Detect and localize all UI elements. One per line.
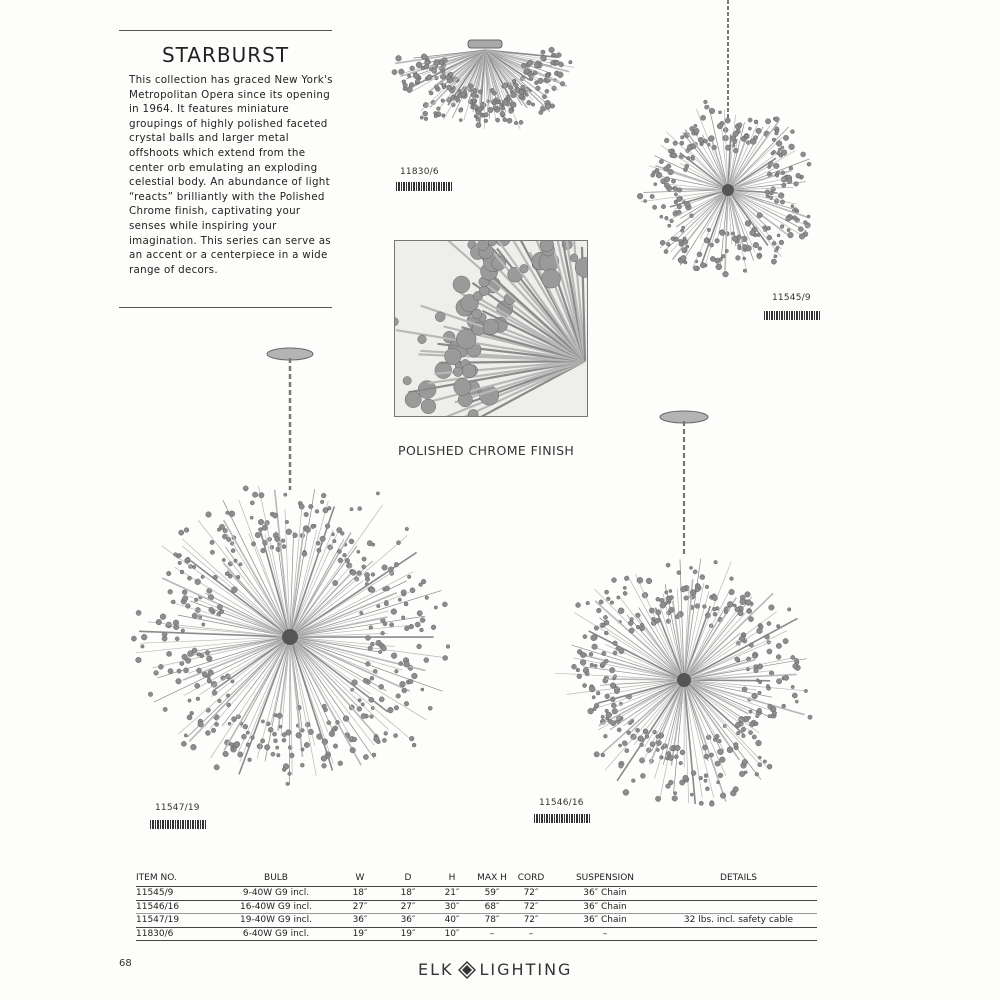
cell: 21″ (432, 887, 472, 901)
cell: 11547/19 (136, 914, 216, 928)
barcode-11830-6 (396, 182, 452, 191)
cell: 11546/16 (136, 900, 216, 914)
cell: 27″ (336, 900, 384, 914)
pendant-medium-image (548, 405, 820, 815)
diamond-icon (458, 961, 476, 979)
cell: 18″ (336, 887, 384, 901)
cell: – (550, 927, 660, 941)
cell: 16-40W G9 incl. (216, 900, 336, 914)
cell: 10″ (432, 927, 472, 941)
cell: – (472, 927, 512, 941)
model-label-11830-6: 11830/6 (400, 167, 439, 177)
column-header: W (336, 872, 384, 887)
cell: 36″ Chain (550, 900, 660, 914)
cell: 72″ (512, 900, 550, 914)
collection-title: STARBURST (161, 43, 290, 67)
flush-mount-image (388, 30, 583, 165)
collection-intro (119, 30, 332, 308)
column-header: CORD (512, 872, 550, 887)
cell: 36″ Chain (550, 914, 660, 928)
barcode-11547-19 (150, 820, 207, 829)
barcode-11546-16 (534, 814, 590, 823)
specifications-table (136, 872, 817, 941)
pendant-small-image (632, 0, 827, 290)
cell: 72″ (512, 887, 550, 901)
table-row (136, 914, 817, 928)
finish-label: POLISHED CHROME FINISH (398, 443, 575, 458)
cell (660, 900, 817, 914)
model-label-11546-16: 11546/16 (539, 798, 584, 808)
brand-logo-left: ELK (418, 960, 454, 979)
cell: 11830/6 (136, 927, 216, 941)
cell: 6-40W G9 incl. (216, 927, 336, 941)
cell: 36″ (384, 914, 432, 928)
table-row (136, 927, 817, 941)
cell: 9-40W G9 incl. (216, 887, 336, 901)
column-header: ITEM NO. (136, 872, 216, 887)
cell: 59″ (472, 887, 512, 901)
cell: – (512, 927, 550, 941)
cell: 19-40W G9 incl. (216, 914, 336, 928)
cell: 72″ (512, 914, 550, 928)
column-header: H (432, 872, 472, 887)
column-header: MAX H (472, 872, 512, 887)
brand-logo (418, 960, 572, 979)
column-header: DETAILS (660, 872, 817, 887)
cell: 68″ (472, 900, 512, 914)
cell: 19″ (384, 927, 432, 941)
collection-description: This collection has graced New York's Metropolitan Opera since its opening in 1964. It features miniature groupings of highly polished faceted crystal balls and larger metal offshoots which extend from the center orb emulating an exploding celestial body. An abundance of light “reacts” brilliantly with the Polished Chrome finish, captivating your senses while inspiring your imagination. This series can serve as an accent or a centerpiece in a wide range of decors. (129, 74, 333, 276)
cell: 36″ Chain (550, 887, 660, 901)
column-header: BULB (216, 872, 336, 887)
column-header: D (384, 872, 432, 887)
page-number: 68 (119, 958, 132, 969)
table-row (136, 887, 817, 901)
column-header: SUSPENSION (550, 872, 660, 887)
brand-logo-right: LIGHTING (479, 960, 573, 979)
table-header-row (136, 872, 817, 887)
model-label-11547-19: 11547/19 (155, 803, 200, 813)
cell: 32 lbs. incl. safety cable (660, 914, 817, 928)
cell (660, 887, 817, 901)
cell (660, 927, 817, 941)
model-label-11545-9: 11545/9 (772, 293, 811, 303)
cell: 40″ (432, 914, 472, 928)
barcode-11545-9 (764, 311, 820, 320)
cell: 11545/9 (136, 887, 216, 901)
cell: 18″ (384, 887, 432, 901)
cell: 36″ (336, 914, 384, 928)
cell: 19″ (336, 927, 384, 941)
cell: 78″ (472, 914, 512, 928)
cell: 27″ (384, 900, 432, 914)
cell: 30″ (432, 900, 472, 914)
pendant-large-image (122, 340, 462, 810)
table-row (136, 900, 817, 914)
